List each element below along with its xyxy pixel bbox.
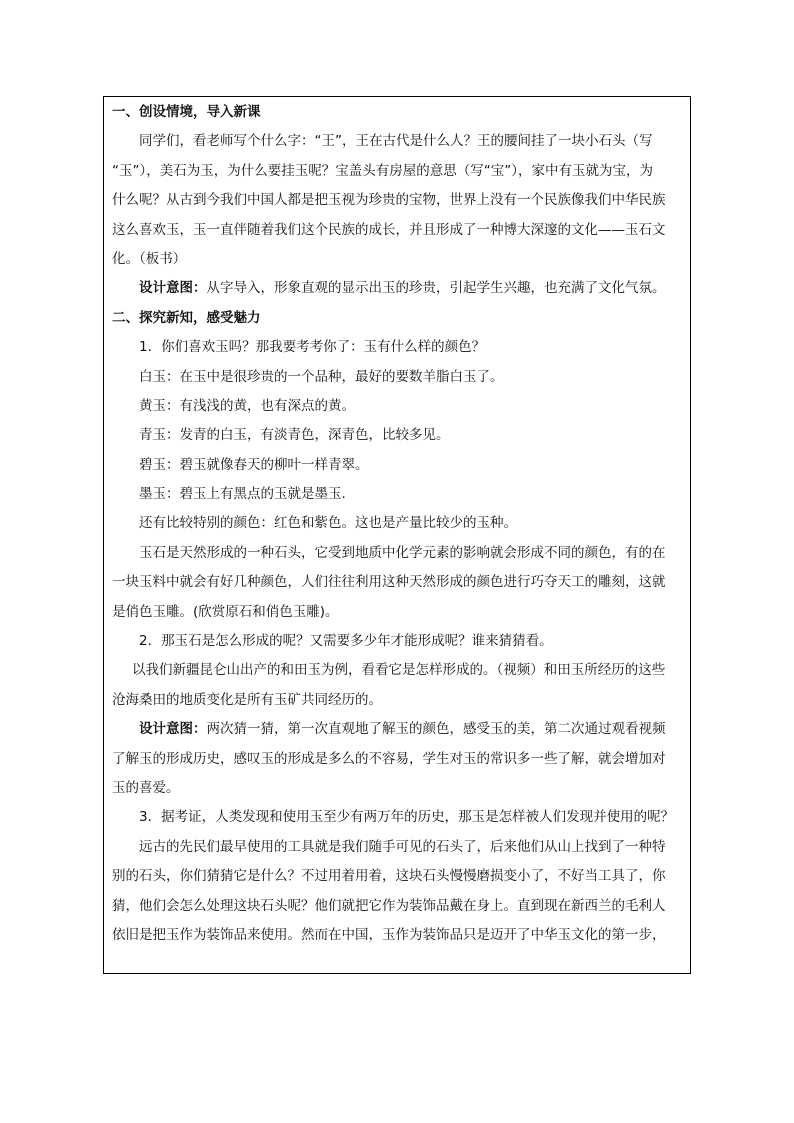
section-heading: 一、创设情境，导入新课 bbox=[112, 104, 261, 120]
paragraph-line: 什么呢？从古到今我们中国人都是把玉视为珍贵的宝物，世界上没有一个民族像我们中华民族 bbox=[112, 192, 666, 209]
paragraph-line: 玉的喜爱。 bbox=[112, 779, 180, 796]
paragraph-line: 白玉：在玉中是很珍贵的一个品种，最好的要数羊脂白玉了。 bbox=[139, 368, 504, 385]
paragraph-line: 1．你们喜欢玉吗？那我要考考你了：玉有什么样的颜色？ bbox=[139, 339, 486, 356]
design-intent-label: 设计意图： bbox=[139, 721, 207, 738]
paragraph-line: 黄玉：有浅浅的黄，也有深点的黄。 bbox=[139, 397, 355, 414]
design-intent-text: 两次猜一猜，第一次直观地了解玉的颜色，感受玉的美，第二次通过观看视频 bbox=[206, 721, 666, 738]
paragraph-line: 2．那玉石是怎么形成的呢？又需要多少年才能形成呢？谁来猜猜看。 bbox=[139, 633, 553, 650]
paragraph-line bbox=[112, 715, 684, 744]
paragraph-line: 青玉：发青的白玉，有淡青色，深青色，比较多见。 bbox=[139, 427, 450, 444]
lesson-content bbox=[112, 98, 684, 950]
design-intent-text: 从字导入，形象直观的显示出玉的珍贵，引起学生兴趣，也充满了文化气氛。 bbox=[206, 280, 666, 297]
paragraph-line: 以我们新疆昆仑山出产的和田玉为例，看看它是怎样形成的。（视频）和田玉所经历的这些 bbox=[132, 662, 666, 679]
paragraph-line: 还有比较特别的颜色：红色和紫色。这也是产量比较少的玉种。 bbox=[139, 515, 517, 532]
paragraph-line: 依旧是把玉作为装饰品来使用。然而在中国，玉作为装饰品只是迈开了中华玉文化的第一步， bbox=[112, 926, 666, 943]
paragraph-line: 远古的先民们最早使用的工具就是我们随手可见的石头了，后来他们从山上找到了一种特 bbox=[139, 838, 666, 855]
paragraph-line bbox=[112, 274, 684, 303]
paragraph-line: 3．据考证，人类发现和使用玉至少有两万年的历史，那玉是怎样被人们发现并使用的呢？ bbox=[139, 809, 675, 826]
paragraph-line: 是俏色玉雕。(欣赏原石和俏色玉雕)。 bbox=[112, 603, 339, 620]
paragraph-line: 碧玉：碧玉就像春天的柳叶一样青翠。 bbox=[139, 456, 369, 473]
paragraph-line: 沧海桑田的地质变化是所有玉矿共同经历的。 bbox=[112, 691, 382, 708]
paragraph-line: 玉石是天然形成的一种石头，它受到地质中化学元素的影响就会形成不同的颜色，有的在 bbox=[139, 544, 666, 561]
paragraph-line: 墨玉：碧玉上有黑点的玉就是墨玉. bbox=[139, 486, 346, 503]
paragraph-line: 这么喜欢玉，玉一直伴随着我们这个民族的成长，并且形成了一种博大深邃的文化——玉石文 bbox=[112, 221, 666, 238]
table-left-border bbox=[103, 96, 104, 974]
section-heading: 二、探究新知，感受魅力 bbox=[112, 309, 261, 326]
paragraph-line: 了解玉的形成历史，感叹玉的形成是多么的不容易，学生对玉的常识多一些了解，就会增加对 bbox=[112, 750, 666, 767]
paragraph-line: 一块玉料中就会有好几种颜色，人们往往利用这种天然形成的颜色进行巧夺天工的雕刻，这就 bbox=[112, 574, 666, 591]
paragraph-line: 猜，他们会怎么处理这块石头呢？他们就把它作为装饰品戴在身上。直到现在新西兰的毛利人 bbox=[112, 897, 666, 914]
paragraph-line: 别的石头，你们猜猜它是什么？不过用着用着，这块石头慢慢磨损变小了，不好当工具了，你 bbox=[112, 868, 666, 885]
paragraph-line: “玉”），美石为玉，为什么要挂玉呢？宝盖头有房屋的意思（写“宝”），家中有玉就为宝，为 bbox=[112, 162, 653, 179]
paragraph-line: 同学们，看老师写个什么字：“王”，王在古代是什么人？王的腰间挂了一块小石头（写 bbox=[139, 133, 653, 150]
paragraph-line: 化。（板书） bbox=[112, 250, 187, 267]
design-intent-label: 设计意图： bbox=[139, 280, 207, 297]
